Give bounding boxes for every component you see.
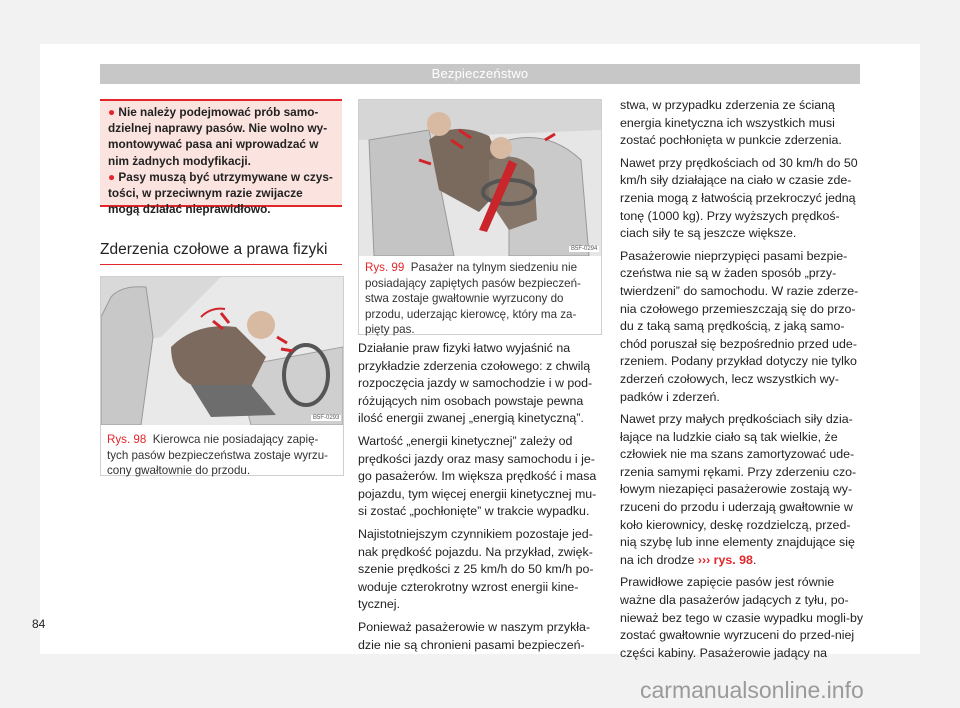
bullet-icon: ● bbox=[108, 169, 116, 184]
figure-code: B5F-0293 bbox=[313, 415, 340, 421]
figure-99 bbox=[358, 99, 602, 335]
figure-reference-link[interactable]: ››› rys. 98 bbox=[697, 552, 753, 567]
warning-item: ● Pasy muszą być utrzymywane w czys-tości, w przeciwnym razie zwijacze mogą działać nieprawidłowo. bbox=[108, 169, 333, 217]
paragraph: Ponieważ pasażerowie w naszym przykła-dzie nie są chronieni pasami bezpieczeń- bbox=[358, 619, 591, 652]
figure-98-caption: Rys. 98 Kierowca nie posiadający zapię-tych pasów bezpieczeństwa zostaje wyrzu-cony gwałtownie do przodu. bbox=[107, 433, 329, 477]
figure-99-image bbox=[359, 100, 601, 256]
figure-number: Rys. 98 bbox=[107, 433, 147, 446]
paragraph: Najistotniejszym czynnikiem pozostaje jed-nak prędkość pojazdu. Na przykład, zwięk-szenie prędkości z 25 km/h do 50 km/h po-woduje czterokrotny wzrost energii kine-tycznej. bbox=[358, 526, 594, 612]
passenger-illustration bbox=[359, 100, 601, 256]
page-number: 84 bbox=[32, 617, 46, 631]
paragraph: Prawidłowe zapięcie pasów jest równie ważne dla pasażerów jadących z tyłu, po-nieważ bez tego w czasie wypadku mogli-by zostać gwałtownie wyrzuceni do przed-niej części kabiny. Pasażerowie jadący na bbox=[620, 575, 864, 660]
right-column-text bbox=[620, 97, 864, 667]
bullet-icon: ● bbox=[108, 105, 116, 119]
figure-98-image bbox=[101, 277, 343, 425]
paragraph: stwa, w przypadku zderzenia ze ścianą energia kinetyczna ich wszystkich musi zostać pochłonięta w punkcie zderzenia. bbox=[620, 98, 842, 148]
warning-item: ● Nie należy podejmować prób samo-dzielnej naprawy pasów. Nie wolno wy-montowywać pasa ani wprowadzać w nim żadnych modyfikacji. bbox=[108, 105, 328, 168]
figure-98 bbox=[100, 276, 344, 476]
middle-column-text bbox=[358, 340, 602, 659]
paragraph: Działanie praw fizyki łatwo wyjaśnić na przykładzie zderzenia czołowego: z chwilą rozpoczęcia jazdy w samochodzie i w pod-różujących nim osobach powstaje pewna ilość energii zwanej „energią kinetyczną”. bbox=[358, 341, 593, 426]
figure-code: B5F-0294 bbox=[571, 246, 598, 252]
paragraph: Nawet przy prędkościach od 30 km/h do 50 km/h siły działające na ciało w czasie zde-rzenia mogą z łatwością przekroczyć jedną tonę (1000 kg). Przy wyższych prędkoś-ciach siły te są jeszcze większe. bbox=[620, 155, 858, 241]
paragraph: Pasażerowie nieprzypięci pasami bezpie-czeństwa nie są w żaden sposób „przy-twierdzeni” do samochodu. W razie zderze-nia czołowego przemieszczają się do przo-du z taką samą prędkością, z jaką samo-chód poruszał się bezpośrednio przed ude-rzeniem. Podany przykład dotyczy nie tylko zderzeń czołowych, lecz wszystkich wy-padków i zderzeń. bbox=[620, 248, 859, 404]
driver-illustration bbox=[101, 277, 343, 425]
section-title: Zderzenia czołowe a prawa fizyki bbox=[100, 241, 342, 265]
paragraph: Nawet przy małych prędkościach siły dzia-łające na ludzkie ciało są tak wielkie, że człowiek nie ma szans zamortyzować ude-rzenia samymi rękami. Przy zderzeniu czo-łowym niezapięci pasażerowie zostają wy-rzuceni do przodu i uderzają gwałtownie w koło kierownicy, deskę rozdzielczą, przed-nią szybę lub inne elementy znajdujące się na ich drodze ››› rys. 98. bbox=[620, 412, 857, 567]
figure-number: Rys. 99 bbox=[365, 261, 405, 274]
page-header: Bezpieczeństwo bbox=[100, 64, 860, 84]
watermark: carmanualsonline.info bbox=[640, 677, 864, 703]
warning-box bbox=[100, 99, 342, 217]
figure-99-caption: Rys. 99 Pasażer na tylnym siedzeniu nie posiadający zapiętych pasów bezpieczeń-stwa zostaje gwałtownie wyrzucony do przodu, uderzając kierowcę, który ma za-pięty pas. bbox=[365, 261, 581, 336]
paragraph: Wartość „energii kinetycznej” zależy od prędkości jazdy oraz masy samochodu i je-go pasażerów. Im większa prędkość i masa pojazdu, tym więcej energii kinetycznej mu-si zostać „pochłonięte” w trakcie wypadku. bbox=[358, 433, 597, 519]
